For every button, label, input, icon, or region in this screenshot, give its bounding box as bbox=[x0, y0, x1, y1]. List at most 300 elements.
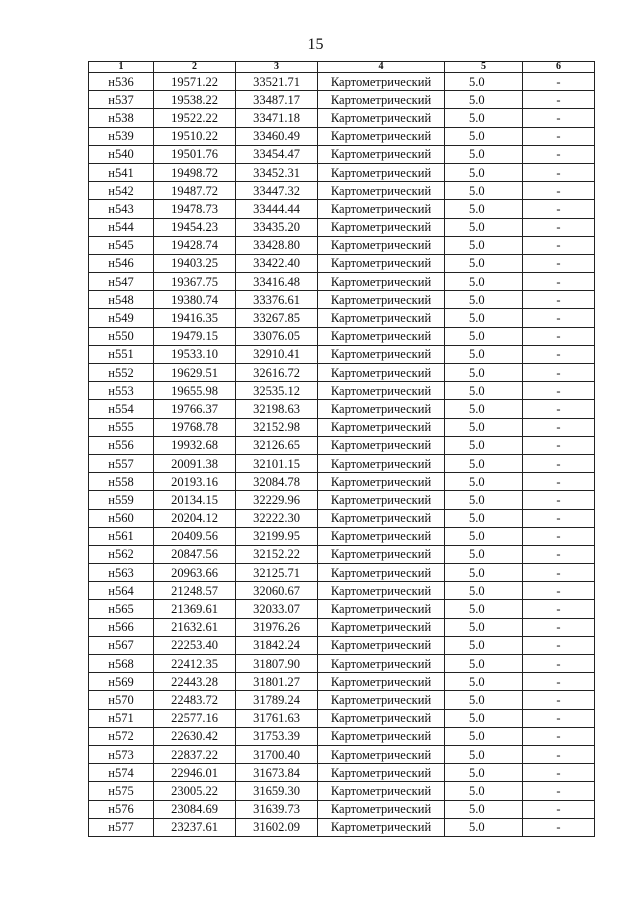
table-row bbox=[89, 454, 595, 472]
x-coordinate-cell: 19629.51 bbox=[154, 364, 236, 382]
y-coordinate-cell: 33447.32 bbox=[236, 182, 318, 200]
point-id-cell: н540 bbox=[89, 145, 154, 163]
table-row bbox=[89, 291, 595, 309]
table-row bbox=[89, 545, 595, 563]
table-row bbox=[89, 345, 595, 363]
method-cell: Картометрический bbox=[318, 73, 445, 91]
x-coordinate-cell: 22577.16 bbox=[154, 709, 236, 727]
point-id-cell: н577 bbox=[89, 818, 154, 836]
note-cell: - bbox=[523, 254, 595, 272]
table-row bbox=[89, 273, 595, 291]
point-id-cell: н541 bbox=[89, 163, 154, 181]
point-id-cell: н560 bbox=[89, 509, 154, 527]
note-cell: - bbox=[523, 764, 595, 782]
note-cell: - bbox=[523, 545, 595, 563]
note-cell: - bbox=[523, 182, 595, 200]
method-cell: Картометрический bbox=[318, 163, 445, 181]
method-cell: Картометрический bbox=[318, 473, 445, 491]
accuracy-cell: 5.0 bbox=[445, 309, 523, 327]
table-row bbox=[89, 600, 595, 618]
accuracy-cell: 5.0 bbox=[445, 582, 523, 600]
accuracy-cell: 5.0 bbox=[445, 291, 523, 309]
method-cell: Картометрический bbox=[318, 764, 445, 782]
x-coordinate-cell: 20963.66 bbox=[154, 564, 236, 582]
y-coordinate-cell: 32126.65 bbox=[236, 436, 318, 454]
method-cell: Картометрический bbox=[318, 436, 445, 454]
x-coordinate-cell: 19522.22 bbox=[154, 109, 236, 127]
accuracy-cell: 5.0 bbox=[445, 127, 523, 145]
point-id-cell: н569 bbox=[89, 673, 154, 691]
method-cell: Картометрический bbox=[318, 345, 445, 363]
accuracy-cell: 5.0 bbox=[445, 218, 523, 236]
x-coordinate-cell: 19571.22 bbox=[154, 73, 236, 91]
table-row bbox=[89, 309, 595, 327]
table-row bbox=[89, 145, 595, 163]
note-cell: - bbox=[523, 673, 595, 691]
method-cell: Картометрический bbox=[318, 182, 445, 200]
table-row bbox=[89, 236, 595, 254]
header-row bbox=[89, 62, 595, 73]
table-row bbox=[89, 709, 595, 727]
x-coordinate-cell: 21369.61 bbox=[154, 600, 236, 618]
point-id-cell: н538 bbox=[89, 109, 154, 127]
y-coordinate-cell: 32616.72 bbox=[236, 364, 318, 382]
y-coordinate-cell: 31639.73 bbox=[236, 800, 318, 818]
note-cell: - bbox=[523, 600, 595, 618]
method-cell: Картометрический bbox=[318, 400, 445, 418]
x-coordinate-cell: 19501.76 bbox=[154, 145, 236, 163]
x-coordinate-cell: 20409.56 bbox=[154, 527, 236, 545]
method-cell: Картометрический bbox=[318, 527, 445, 545]
point-id-cell: н576 bbox=[89, 800, 154, 818]
point-id-cell: н562 bbox=[89, 545, 154, 563]
accuracy-cell: 5.0 bbox=[445, 182, 523, 200]
method-cell: Картометрический bbox=[318, 618, 445, 636]
accuracy-cell: 5.0 bbox=[445, 527, 523, 545]
accuracy-cell: 5.0 bbox=[445, 418, 523, 436]
header-col-6: 6 bbox=[523, 62, 595, 73]
point-id-cell: н561 bbox=[89, 527, 154, 545]
method-cell: Картометрический bbox=[318, 254, 445, 272]
x-coordinate-cell: 20847.56 bbox=[154, 545, 236, 563]
x-coordinate-cell: 19932.68 bbox=[154, 436, 236, 454]
accuracy-cell: 5.0 bbox=[445, 818, 523, 836]
x-coordinate-cell: 21248.57 bbox=[154, 582, 236, 600]
y-coordinate-cell: 33076.05 bbox=[236, 327, 318, 345]
method-cell: Картометрический bbox=[318, 673, 445, 691]
point-id-cell: н559 bbox=[89, 491, 154, 509]
method-cell: Картометрический bbox=[318, 454, 445, 472]
table-row bbox=[89, 436, 595, 454]
table-row bbox=[89, 163, 595, 181]
header-col-2: 2 bbox=[154, 62, 236, 73]
table-row bbox=[89, 400, 595, 418]
table-row bbox=[89, 527, 595, 545]
table-row bbox=[89, 382, 595, 400]
accuracy-cell: 5.0 bbox=[445, 400, 523, 418]
point-id-cell: н550 bbox=[89, 327, 154, 345]
y-coordinate-cell: 32033.07 bbox=[236, 600, 318, 618]
x-coordinate-cell: 22253.40 bbox=[154, 636, 236, 654]
y-coordinate-cell: 33416.48 bbox=[236, 273, 318, 291]
note-cell: - bbox=[523, 636, 595, 654]
accuracy-cell: 5.0 bbox=[445, 691, 523, 709]
coordinates-table bbox=[88, 61, 595, 837]
method-cell: Картометрический bbox=[318, 145, 445, 163]
x-coordinate-cell: 19428.74 bbox=[154, 236, 236, 254]
accuracy-cell: 5.0 bbox=[445, 200, 523, 218]
header-col-4: 4 bbox=[318, 62, 445, 73]
method-cell: Картометрический bbox=[318, 745, 445, 763]
y-coordinate-cell: 32229.96 bbox=[236, 491, 318, 509]
method-cell: Картометрический bbox=[318, 582, 445, 600]
point-id-cell: н553 bbox=[89, 382, 154, 400]
accuracy-cell: 5.0 bbox=[445, 91, 523, 109]
x-coordinate-cell: 19498.72 bbox=[154, 163, 236, 181]
point-id-cell: н548 bbox=[89, 291, 154, 309]
y-coordinate-cell: 31976.26 bbox=[236, 618, 318, 636]
point-id-cell: н547 bbox=[89, 273, 154, 291]
accuracy-cell: 5.0 bbox=[445, 491, 523, 509]
accuracy-cell: 5.0 bbox=[445, 327, 523, 345]
method-cell: Картометрический bbox=[318, 491, 445, 509]
note-cell: - bbox=[523, 327, 595, 345]
y-coordinate-cell: 33428.80 bbox=[236, 236, 318, 254]
note-cell: - bbox=[523, 200, 595, 218]
y-coordinate-cell: 33267.85 bbox=[236, 309, 318, 327]
method-cell: Картометрический bbox=[318, 309, 445, 327]
accuracy-cell: 5.0 bbox=[445, 745, 523, 763]
x-coordinate-cell: 19479.15 bbox=[154, 327, 236, 345]
y-coordinate-cell: 33471.18 bbox=[236, 109, 318, 127]
point-id-cell: н574 bbox=[89, 764, 154, 782]
y-coordinate-cell: 32060.67 bbox=[236, 582, 318, 600]
note-cell: - bbox=[523, 727, 595, 745]
accuracy-cell: 5.0 bbox=[445, 800, 523, 818]
x-coordinate-cell: 20193.16 bbox=[154, 473, 236, 491]
x-coordinate-cell: 20134.15 bbox=[154, 491, 236, 509]
table-header bbox=[89, 62, 595, 73]
y-coordinate-cell: 32222.30 bbox=[236, 509, 318, 527]
x-coordinate-cell: 22443.28 bbox=[154, 673, 236, 691]
accuracy-cell: 5.0 bbox=[445, 454, 523, 472]
point-id-cell: н555 bbox=[89, 418, 154, 436]
y-coordinate-cell: 31700.40 bbox=[236, 745, 318, 763]
accuracy-cell: 5.0 bbox=[445, 600, 523, 618]
note-cell: - bbox=[523, 691, 595, 709]
y-coordinate-cell: 33452.31 bbox=[236, 163, 318, 181]
point-id-cell: н570 bbox=[89, 691, 154, 709]
accuracy-cell: 5.0 bbox=[445, 345, 523, 363]
accuracy-cell: 5.0 bbox=[445, 709, 523, 727]
method-cell: Картометрический bbox=[318, 109, 445, 127]
y-coordinate-cell: 33444.44 bbox=[236, 200, 318, 218]
note-cell: - bbox=[523, 655, 595, 673]
point-id-cell: н568 bbox=[89, 655, 154, 673]
table-row bbox=[89, 509, 595, 527]
table-row bbox=[89, 200, 595, 218]
note-cell: - bbox=[523, 436, 595, 454]
accuracy-cell: 5.0 bbox=[445, 509, 523, 527]
y-coordinate-cell: 32125.71 bbox=[236, 564, 318, 582]
method-cell: Картометрический bbox=[318, 200, 445, 218]
y-coordinate-cell: 32152.98 bbox=[236, 418, 318, 436]
x-coordinate-cell: 19403.25 bbox=[154, 254, 236, 272]
x-coordinate-cell: 19655.98 bbox=[154, 382, 236, 400]
x-coordinate-cell: 20091.38 bbox=[154, 454, 236, 472]
note-cell: - bbox=[523, 618, 595, 636]
table-row bbox=[89, 618, 595, 636]
accuracy-cell: 5.0 bbox=[445, 782, 523, 800]
note-cell: - bbox=[523, 145, 595, 163]
note-cell: - bbox=[523, 418, 595, 436]
note-cell: - bbox=[523, 800, 595, 818]
point-id-cell: н557 bbox=[89, 454, 154, 472]
note-cell: - bbox=[523, 582, 595, 600]
method-cell: Картометрический bbox=[318, 364, 445, 382]
method-cell: Картометрический bbox=[318, 509, 445, 527]
x-coordinate-cell: 19487.72 bbox=[154, 182, 236, 200]
method-cell: Картометрический bbox=[318, 127, 445, 145]
table-row bbox=[89, 727, 595, 745]
accuracy-cell: 5.0 bbox=[445, 145, 523, 163]
point-id-cell: н567 bbox=[89, 636, 154, 654]
point-id-cell: н537 bbox=[89, 91, 154, 109]
y-coordinate-cell: 33376.61 bbox=[236, 291, 318, 309]
x-coordinate-cell: 22837.22 bbox=[154, 745, 236, 763]
note-cell: - bbox=[523, 782, 595, 800]
point-id-cell: н543 bbox=[89, 200, 154, 218]
note-cell: - bbox=[523, 163, 595, 181]
method-cell: Картометрический bbox=[318, 600, 445, 618]
y-coordinate-cell: 33422.40 bbox=[236, 254, 318, 272]
point-id-cell: н573 bbox=[89, 745, 154, 763]
accuracy-cell: 5.0 bbox=[445, 618, 523, 636]
table-row bbox=[89, 364, 595, 382]
method-cell: Картометрический bbox=[318, 800, 445, 818]
table-row bbox=[89, 745, 595, 763]
y-coordinate-cell: 31761.63 bbox=[236, 709, 318, 727]
x-coordinate-cell: 19380.74 bbox=[154, 291, 236, 309]
method-cell: Картометрический bbox=[318, 655, 445, 673]
note-cell: - bbox=[523, 218, 595, 236]
note-cell: - bbox=[523, 473, 595, 491]
y-coordinate-cell: 32198.63 bbox=[236, 400, 318, 418]
header-col-5: 5 bbox=[445, 62, 523, 73]
table-row bbox=[89, 800, 595, 818]
x-coordinate-cell: 20204.12 bbox=[154, 509, 236, 527]
method-cell: Картометрический bbox=[318, 691, 445, 709]
y-coordinate-cell: 33454.47 bbox=[236, 145, 318, 163]
y-coordinate-cell: 31673.84 bbox=[236, 764, 318, 782]
x-coordinate-cell: 19510.22 bbox=[154, 127, 236, 145]
y-coordinate-cell: 33460.49 bbox=[236, 127, 318, 145]
accuracy-cell: 5.0 bbox=[445, 764, 523, 782]
note-cell: - bbox=[523, 127, 595, 145]
point-id-cell: н575 bbox=[89, 782, 154, 800]
accuracy-cell: 5.0 bbox=[445, 273, 523, 291]
method-cell: Картометрический bbox=[318, 545, 445, 563]
table-row bbox=[89, 673, 595, 691]
point-id-cell: н545 bbox=[89, 236, 154, 254]
table-row bbox=[89, 582, 595, 600]
accuracy-cell: 5.0 bbox=[445, 364, 523, 382]
point-id-cell: н571 bbox=[89, 709, 154, 727]
table-row bbox=[89, 254, 595, 272]
table-row bbox=[89, 691, 595, 709]
point-id-cell: н563 bbox=[89, 564, 154, 582]
point-id-cell: н546 bbox=[89, 254, 154, 272]
method-cell: Картометрический bbox=[318, 91, 445, 109]
point-id-cell: н542 bbox=[89, 182, 154, 200]
method-cell: Картометрический bbox=[318, 273, 445, 291]
method-cell: Картометрический bbox=[318, 727, 445, 745]
y-coordinate-cell: 31807.90 bbox=[236, 655, 318, 673]
y-coordinate-cell: 33487.17 bbox=[236, 91, 318, 109]
table-row bbox=[89, 327, 595, 345]
table-body bbox=[89, 73, 595, 837]
note-cell: - bbox=[523, 364, 595, 382]
note-cell: - bbox=[523, 564, 595, 582]
table-row bbox=[89, 655, 595, 673]
y-coordinate-cell: 32535.12 bbox=[236, 382, 318, 400]
y-coordinate-cell: 31753.39 bbox=[236, 727, 318, 745]
method-cell: Картометрический bbox=[318, 564, 445, 582]
x-coordinate-cell: 19768.78 bbox=[154, 418, 236, 436]
x-coordinate-cell: 19416.35 bbox=[154, 309, 236, 327]
method-cell: Картометрический bbox=[318, 636, 445, 654]
table-row bbox=[89, 491, 595, 509]
point-id-cell: н564 bbox=[89, 582, 154, 600]
table-row bbox=[89, 127, 595, 145]
accuracy-cell: 5.0 bbox=[445, 545, 523, 563]
point-id-cell: н572 bbox=[89, 727, 154, 745]
x-coordinate-cell: 22946.01 bbox=[154, 764, 236, 782]
point-id-cell: н554 bbox=[89, 400, 154, 418]
point-id-cell: н536 bbox=[89, 73, 154, 91]
note-cell: - bbox=[523, 491, 595, 509]
note-cell: - bbox=[523, 73, 595, 91]
note-cell: - bbox=[523, 273, 595, 291]
note-cell: - bbox=[523, 818, 595, 836]
method-cell: Картометрический bbox=[318, 418, 445, 436]
note-cell: - bbox=[523, 709, 595, 727]
accuracy-cell: 5.0 bbox=[445, 382, 523, 400]
y-coordinate-cell: 32152.22 bbox=[236, 545, 318, 563]
x-coordinate-cell: 22630.42 bbox=[154, 727, 236, 745]
x-coordinate-cell: 22412.35 bbox=[154, 655, 236, 673]
y-coordinate-cell: 31602.09 bbox=[236, 818, 318, 836]
note-cell: - bbox=[523, 236, 595, 254]
header-col-1: 1 bbox=[89, 62, 154, 73]
note-cell: - bbox=[523, 400, 595, 418]
table-row bbox=[89, 473, 595, 491]
note-cell: - bbox=[523, 454, 595, 472]
x-coordinate-cell: 19454.23 bbox=[154, 218, 236, 236]
point-id-cell: н549 bbox=[89, 309, 154, 327]
point-id-cell: н544 bbox=[89, 218, 154, 236]
x-coordinate-cell: 21632.61 bbox=[154, 618, 236, 636]
table-row bbox=[89, 564, 595, 582]
point-id-cell: н556 bbox=[89, 436, 154, 454]
point-id-cell: н552 bbox=[89, 364, 154, 382]
note-cell: - bbox=[523, 91, 595, 109]
note-cell: - bbox=[523, 291, 595, 309]
page-number: 15 bbox=[307, 36, 324, 53]
table-row bbox=[89, 764, 595, 782]
y-coordinate-cell: 31659.30 bbox=[236, 782, 318, 800]
note-cell: - bbox=[523, 309, 595, 327]
y-coordinate-cell: 32101.15 bbox=[236, 454, 318, 472]
accuracy-cell: 5.0 bbox=[445, 236, 523, 254]
y-coordinate-cell: 31801.27 bbox=[236, 673, 318, 691]
y-coordinate-cell: 33521.71 bbox=[236, 73, 318, 91]
note-cell: - bbox=[523, 509, 595, 527]
method-cell: Картометрический bbox=[318, 327, 445, 345]
table-row bbox=[89, 818, 595, 836]
method-cell: Картометрический bbox=[318, 236, 445, 254]
accuracy-cell: 5.0 bbox=[445, 564, 523, 582]
y-coordinate-cell: 33435.20 bbox=[236, 218, 318, 236]
table-row bbox=[89, 91, 595, 109]
accuracy-cell: 5.0 bbox=[445, 436, 523, 454]
x-coordinate-cell: 19367.75 bbox=[154, 273, 236, 291]
point-id-cell: н558 bbox=[89, 473, 154, 491]
table-row bbox=[89, 418, 595, 436]
x-coordinate-cell: 19538.22 bbox=[154, 91, 236, 109]
table-row bbox=[89, 182, 595, 200]
method-cell: Картометрический bbox=[318, 782, 445, 800]
note-cell: - bbox=[523, 109, 595, 127]
accuracy-cell: 5.0 bbox=[445, 727, 523, 745]
y-coordinate-cell: 32199.95 bbox=[236, 527, 318, 545]
table-row bbox=[89, 782, 595, 800]
table-row bbox=[89, 636, 595, 654]
table-row bbox=[89, 73, 595, 91]
point-id-cell: н565 bbox=[89, 600, 154, 618]
accuracy-cell: 5.0 bbox=[445, 655, 523, 673]
note-cell: - bbox=[523, 345, 595, 363]
table-row bbox=[89, 109, 595, 127]
method-cell: Картометрический bbox=[318, 709, 445, 727]
y-coordinate-cell: 32084.78 bbox=[236, 473, 318, 491]
x-coordinate-cell: 23005.22 bbox=[154, 782, 236, 800]
accuracy-cell: 5.0 bbox=[445, 163, 523, 181]
point-id-cell: н539 bbox=[89, 127, 154, 145]
accuracy-cell: 5.0 bbox=[445, 473, 523, 491]
accuracy-cell: 5.0 bbox=[445, 73, 523, 91]
x-coordinate-cell: 23237.61 bbox=[154, 818, 236, 836]
x-coordinate-cell: 19478.73 bbox=[154, 200, 236, 218]
note-cell: - bbox=[523, 745, 595, 763]
header-col-3: 3 bbox=[236, 62, 318, 73]
x-coordinate-cell: 23084.69 bbox=[154, 800, 236, 818]
x-coordinate-cell: 19766.37 bbox=[154, 400, 236, 418]
method-cell: Картометрический bbox=[318, 291, 445, 309]
accuracy-cell: 5.0 bbox=[445, 254, 523, 272]
x-coordinate-cell: 19533.10 bbox=[154, 345, 236, 363]
accuracy-cell: 5.0 bbox=[445, 109, 523, 127]
y-coordinate-cell: 31789.24 bbox=[236, 691, 318, 709]
table-row bbox=[89, 218, 595, 236]
method-cell: Картометрический bbox=[318, 818, 445, 836]
accuracy-cell: 5.0 bbox=[445, 636, 523, 654]
note-cell: - bbox=[523, 527, 595, 545]
accuracy-cell: 5.0 bbox=[445, 673, 523, 691]
y-coordinate-cell: 32910.41 bbox=[236, 345, 318, 363]
point-id-cell: н566 bbox=[89, 618, 154, 636]
x-coordinate-cell: 22483.72 bbox=[154, 691, 236, 709]
